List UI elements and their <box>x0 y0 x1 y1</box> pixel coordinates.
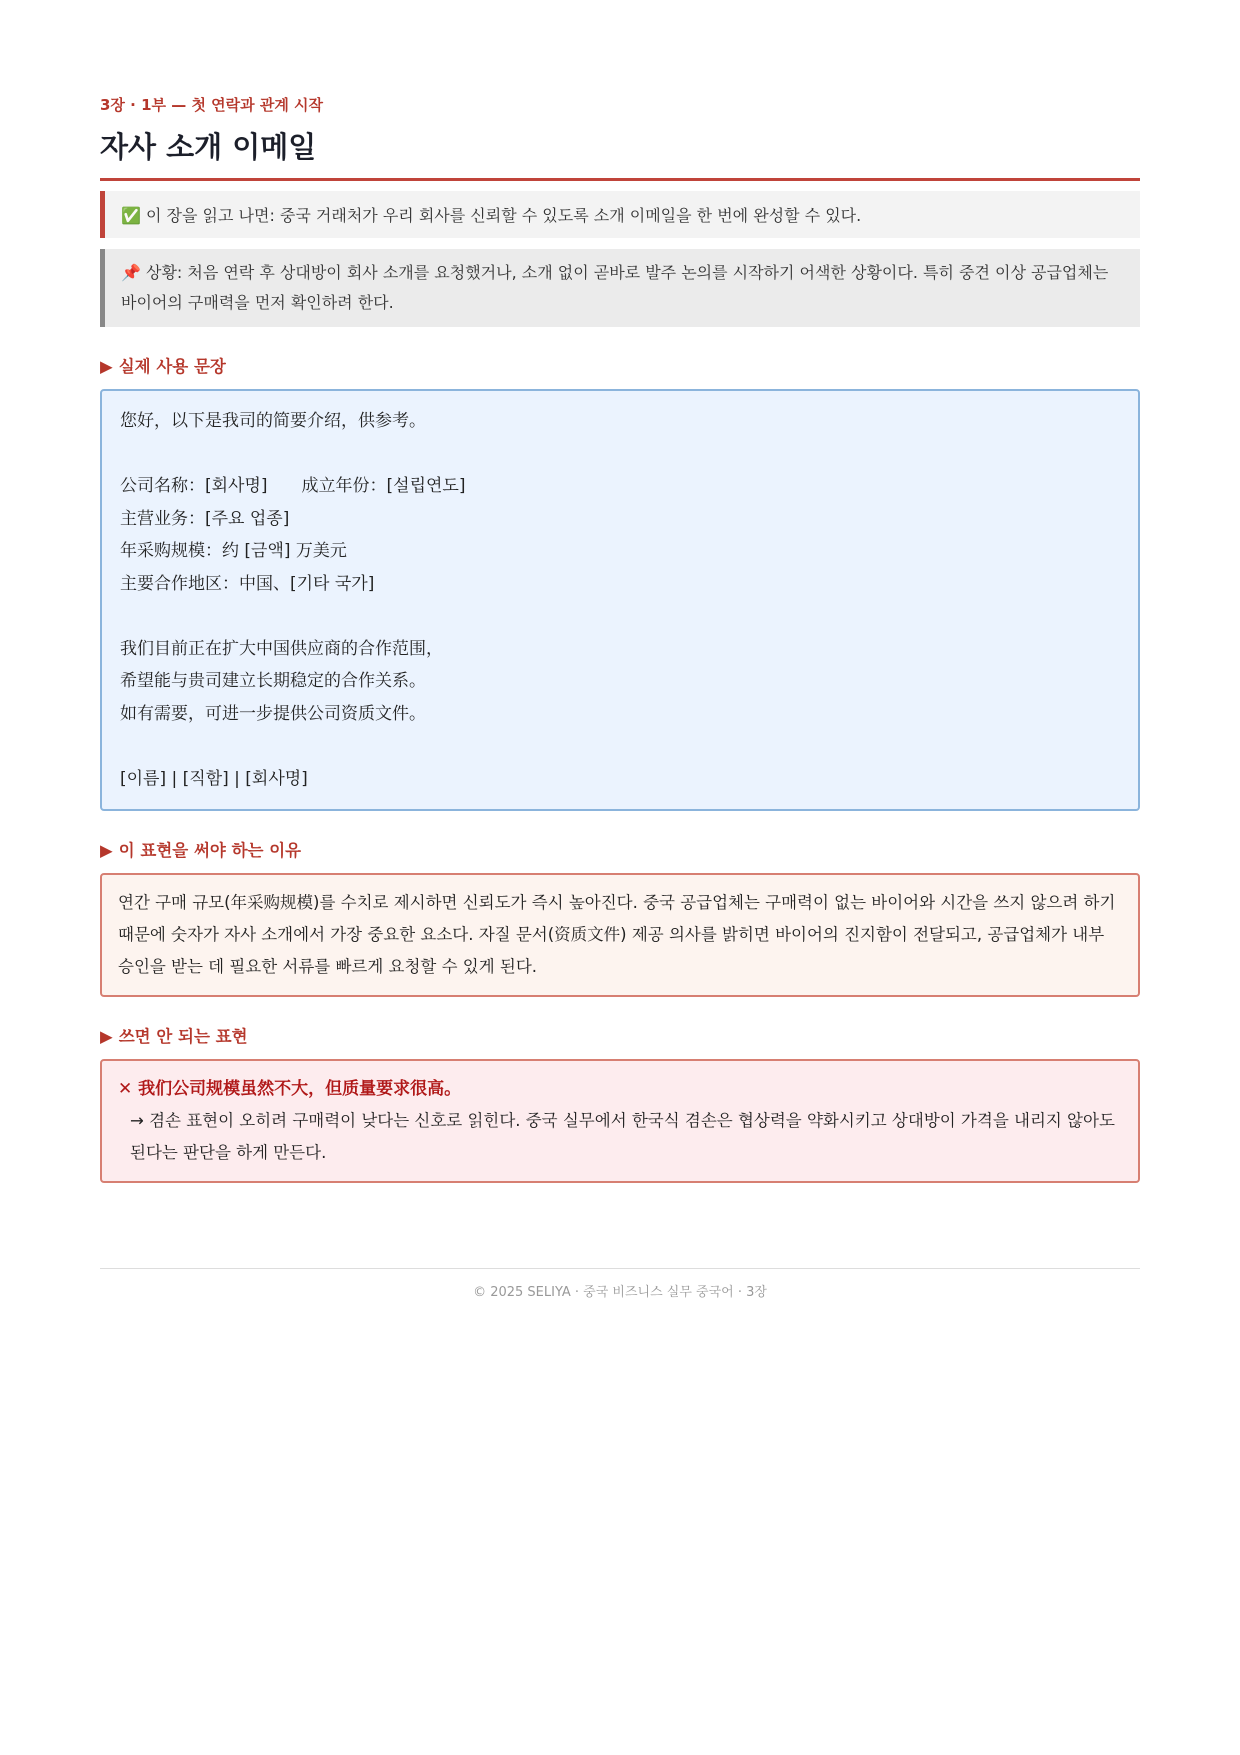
email-line: 您好，以下是我司的简要介绍，供参考。 <box>120 411 426 431</box>
email-line: 我们目前正在扩大中国供应商的合作范围， <box>120 638 443 659</box>
section-title: 실제 사용 문장 <box>118 357 226 376</box>
email-line: 年采购规模：约 [금액] 万美元 <box>120 541 347 561</box>
section-heading-usage <box>100 353 1140 377</box>
email-line <box>120 730 1120 763</box>
email-line: 主营业务：[주요 업종] <box>120 508 290 529</box>
explanation-box: 연간 구매 규모(年采购规模)를 수치로 제시하면 신뢰도가 즉시 높아진다. 중국 공급업체는 구매력이 없는 바이어와 시간을 쓰지 않으려 하기 때문에 숫자가 자사 소개에서 가장 중요한 요소다. 자질 문서(资质文件) 제공 의사를 밝히면 바이어의 진지함이 전달되고, 공급업체가 내부 승인을 받는 데 필요한 서류를 빠르게 요청할 수 있게 된다. <box>100 873 1140 997</box>
section-heading-avoid <box>100 1023 1140 1047</box>
section-heading-why <box>100 837 1140 861</box>
chapter-page <box>100 94 1140 1183</box>
triangle-icon: ▶ <box>100 841 113 860</box>
email-line: 希望能与贵司建立长期稳定的合作关系。 <box>120 671 426 691</box>
section-title: 이 표현을 써야 하는 이유 <box>118 841 302 860</box>
page-title: 자사 소개 이메일 <box>100 130 317 164</box>
email-line <box>120 438 1120 471</box>
email-line: 主要合作地区：中国、[기타 국가] <box>120 573 375 594</box>
bad-expression-note: → 겸손 표현이 오히려 구매력이 낮다는 신호로 읽힌다. 중국 실무에서 한국식 겸손은 협상력을 약화시키고 상대방이 가격을 내리지 않아도 된다는 판단을 하게 만든다. <box>130 1111 1115 1162</box>
section-title: 쓰면 안 되는 표현 <box>118 1027 248 1046</box>
email-line <box>120 600 1120 633</box>
title-divider <box>100 178 1140 181</box>
bad-expression-box <box>100 1059 1140 1183</box>
page-footer: © 2025 SELIYA · 중국 비즈니스 실무 중국어 · 3장 <box>100 1268 1140 1300</box>
chapter-kicker: 3장 · 1부 — 첫 연락과 관계 시작 <box>100 96 324 114</box>
example-email-box <box>100 389 1140 811</box>
bad-expression: ✕ 我们公司规模虽然不大，但质量要求很高。 <box>118 1079 462 1099</box>
email-line: 如有需要，可进一步提供公司资质文件。 <box>120 703 426 724</box>
learning-goal-box: ✅ 이 장을 읽고 나면: 중국 거래처가 우리 회사를 신뢰할 수 있도록 소개 이메일을 한 번에 완성할 수 있다. <box>100 191 1140 238</box>
email-line: 公司名称：[회사명] 成立年份：[설립연도] <box>120 476 466 496</box>
situation-box: 📌 상황: 처음 연락 후 상대방이 회사 소개를 요청했거나, 소개 없이 곧바로 발주 논의를 시작하기 어색한 상황이다. 특히 중견 이상 공급업체는 바이어의 구매력을 먼저 확인하려 한다. <box>100 249 1140 327</box>
triangle-icon: ▶ <box>100 1027 113 1046</box>
email-line: [이름] | [직함] | [회사명] <box>120 768 308 789</box>
triangle-icon: ▶ <box>100 357 113 376</box>
